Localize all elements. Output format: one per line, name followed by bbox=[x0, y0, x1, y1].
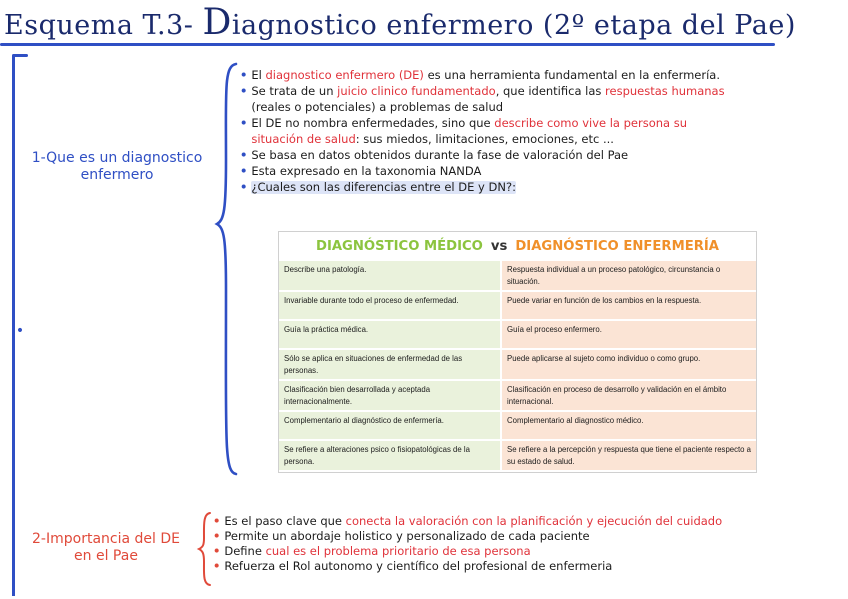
text-run: Se trata de un bbox=[251, 84, 338, 98]
text-run: Es el paso clave que bbox=[224, 514, 346, 528]
comparison-table bbox=[278, 231, 757, 473]
cell-enfermeria: Puede variar en función de los cambios en la respuesta. bbox=[501, 291, 756, 320]
text-run: Permite un abordaje holistico y personalizado de cada paciente bbox=[224, 529, 590, 543]
bullet-item bbox=[213, 560, 722, 573]
page-title bbox=[4, 2, 844, 43]
section1-label-line2: enfermero bbox=[80, 167, 154, 183]
text-run: , que identifica las bbox=[495, 84, 606, 98]
highlight-text: juicio clinico fundamentado bbox=[337, 84, 496, 98]
title-prefix: Esquema T.3- bbox=[4, 10, 203, 41]
bullet-item bbox=[240, 117, 725, 130]
bullet-dot: • bbox=[213, 529, 221, 543]
section2-label bbox=[18, 531, 194, 565]
header-vs: vs bbox=[490, 239, 508, 254]
bullet-text bbox=[251, 69, 720, 82]
section1-label bbox=[16, 150, 218, 184]
section2-label-line1: 2-Importancia del DE bbox=[32, 531, 180, 547]
text-run: Define bbox=[224, 544, 266, 558]
stray-dot: • bbox=[15, 323, 25, 339]
bullet-text bbox=[224, 515, 722, 528]
bullet-item bbox=[240, 149, 725, 162]
table-row bbox=[279, 291, 756, 320]
cell-medico: Invariable durante todo el proceso de enfermedad. bbox=[279, 291, 501, 320]
bullet-dot: • bbox=[240, 84, 248, 98]
header-enfermeria: DIAGNÓSTICO ENFERMERÍA bbox=[515, 239, 719, 254]
bullet-dot: • bbox=[240, 164, 248, 178]
text-run: Se basa en datos obtenidos durante la fase de valoración del Pae bbox=[251, 148, 629, 162]
cell-enfermeria: Clasificación en proceso de desarrollo y validación en el ámbito internacional. bbox=[501, 380, 756, 411]
bullet-item bbox=[213, 515, 722, 528]
cell-enfermeria: Complementario al diagnostico médico. bbox=[501, 411, 756, 440]
cell-medico: Clasificación bien desarrollada y aceptada internacionalmente. bbox=[279, 380, 501, 411]
cell-medico: Guía la práctica médica. bbox=[279, 320, 501, 349]
text-run: Esta expresado en la taxonomia NANDA bbox=[251, 164, 482, 178]
bullet-item bbox=[213, 530, 722, 543]
bullet-item bbox=[240, 101, 725, 114]
section2-bullets bbox=[213, 515, 722, 575]
bullet-item bbox=[240, 165, 725, 178]
text-run: El DE no nombra enfermedades, sino que bbox=[251, 116, 495, 130]
bullet-item bbox=[240, 85, 725, 98]
bullet-text bbox=[251, 181, 516, 194]
highlight-text: respuestas humanas bbox=[605, 84, 725, 98]
bullet-dot: • bbox=[213, 544, 221, 558]
cell-medico: Complementario al diagnóstico de enfermería. bbox=[279, 411, 501, 440]
cell-medico: Describe una patología. bbox=[279, 261, 501, 291]
bullet-text bbox=[224, 560, 612, 573]
table-body bbox=[279, 261, 756, 472]
section1-brace bbox=[214, 60, 240, 480]
cell-medico: Sólo se aplica en situaciones de enfermedad de las personas. bbox=[279, 349, 501, 380]
bullet-text bbox=[251, 117, 687, 130]
text-run: (reales o potenciales) a problemas de salud bbox=[251, 100, 504, 114]
bullet-text bbox=[224, 530, 589, 543]
cell-enfermeria: Guía el proceso enfermero. bbox=[501, 320, 756, 349]
bullet-text bbox=[251, 133, 614, 146]
bullet-item bbox=[240, 69, 725, 82]
table-row bbox=[279, 411, 756, 440]
bullet-dot: • bbox=[240, 116, 248, 130]
section1-bullets bbox=[240, 69, 725, 197]
section2-label-line2: en el Pae bbox=[74, 548, 138, 564]
highlight-text: conecta la valoración con la planificación y ejecución del cuidado bbox=[345, 514, 723, 528]
cell-enfermeria: Se refiere a la percepción y respuesta que tiene el paciente respecto a su estado de salud. bbox=[501, 440, 756, 471]
bullet-item bbox=[240, 181, 725, 194]
table-row bbox=[279, 320, 756, 349]
text-run: es una herramienta fundamental en la enfermería. bbox=[423, 68, 720, 82]
table-row bbox=[279, 261, 756, 291]
text-run: : sus miedos, limitaciones, emociones, etc ... bbox=[355, 132, 614, 146]
bullet-text bbox=[251, 101, 503, 114]
cell-enfermeria: Puede aplicarse al sujeto como individuo o como grupo. bbox=[501, 349, 756, 380]
bullet-dot: • bbox=[240, 68, 248, 82]
title-underline bbox=[0, 43, 775, 46]
bullet-item bbox=[240, 133, 725, 146]
highlight-text: describe como vive la persona su bbox=[494, 116, 688, 130]
section2-brace bbox=[196, 510, 214, 588]
text-run: El bbox=[251, 68, 266, 82]
table-row bbox=[279, 440, 756, 471]
section1-label-line1: 1-Que es un diagnostico bbox=[31, 150, 203, 166]
cell-enfermeria: Respuesta individual a un proceso patológico, circunstancia o situación. bbox=[501, 261, 756, 291]
bullet-text bbox=[251, 85, 724, 98]
bullet-text bbox=[224, 545, 530, 558]
text-run: ¿Cuales son las diferencias entre el DE y DN?: bbox=[251, 180, 516, 194]
bullet-text bbox=[251, 149, 628, 162]
bullet-item bbox=[213, 545, 722, 558]
header-medico: DIAGNÓSTICO MÉDICO bbox=[316, 239, 483, 254]
table-row bbox=[279, 349, 756, 380]
cell-medico: Se refiere a alteraciones psico o fisiopatológicas de la persona. bbox=[279, 440, 501, 471]
bullet-dot: • bbox=[240, 148, 248, 162]
highlight-text: cual es el problema prioritario de esa persona bbox=[265, 544, 531, 558]
highlight-text: situación de salud bbox=[251, 132, 356, 146]
table-header bbox=[279, 232, 756, 261]
bullet-dot: • bbox=[213, 559, 221, 573]
title-big-letter: D bbox=[202, 2, 232, 43]
table-row bbox=[279, 380, 756, 411]
text-run: Refuerza el Rol autonomo y científico del profesional de enfermeria bbox=[224, 559, 613, 573]
highlight-text: diagnostico enfermero (DE) bbox=[265, 68, 424, 82]
bullet-text bbox=[251, 165, 481, 178]
bullet-dot: • bbox=[240, 180, 248, 194]
bullet-dot: • bbox=[213, 514, 221, 528]
title-rest: iagnostico enfermero (2º etapa del Pae) bbox=[231, 10, 796, 41]
